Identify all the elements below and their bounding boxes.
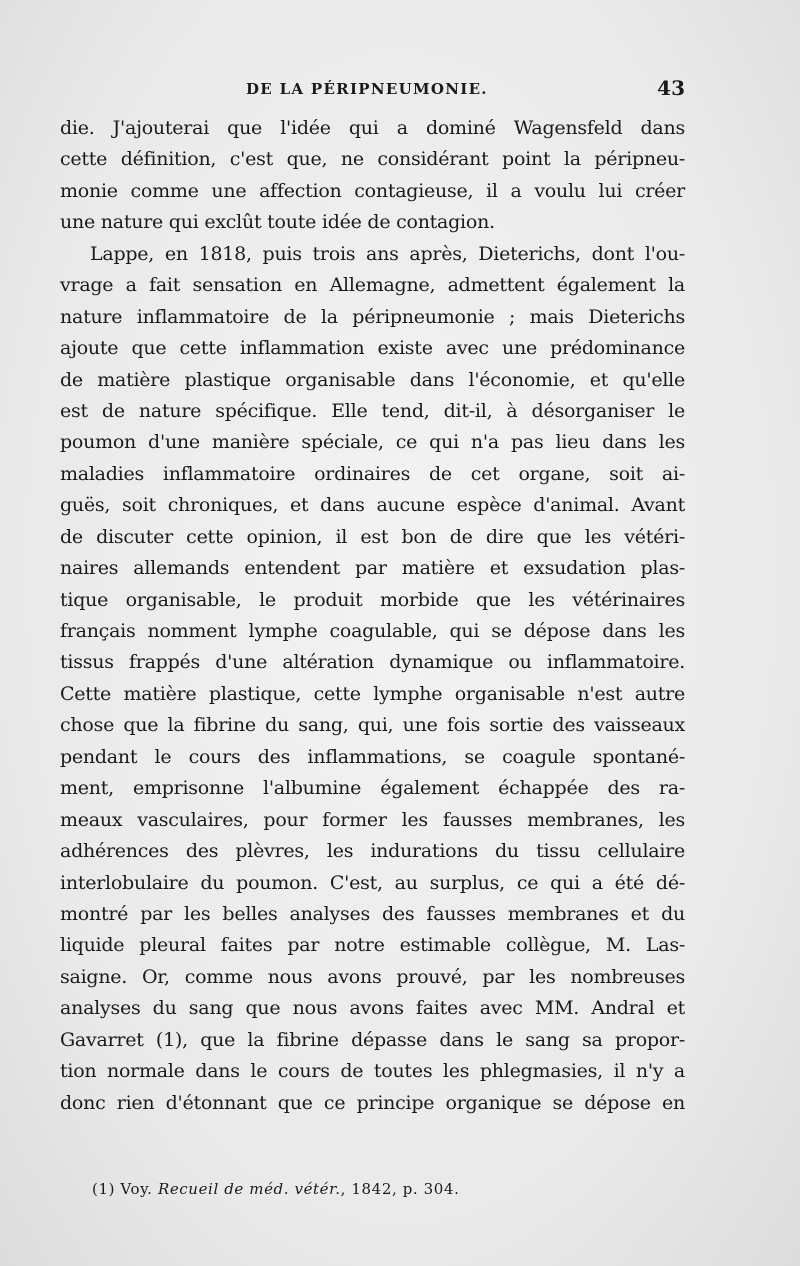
footnote-marker: (1) Voy. xyxy=(92,1180,153,1198)
running-title: DE LA PÉRIPNEUMONIE. xyxy=(246,80,488,98)
text-line: guës, soit chroniques, et dans aucune espèce d'animal. Avant xyxy=(60,494,685,517)
text-line: de matière plastique organisable dans l'économie, et qu'elle xyxy=(60,368,685,391)
text-line: meaux vasculaires, pour former les fausses membranes, les xyxy=(60,808,685,831)
text-line: une nature qui exclût toute idée de contagion. xyxy=(60,211,495,234)
text-line: montré par les belles analyses des fausses membranes et du xyxy=(60,902,685,925)
text-line: maladies inflammatoire ordinaires de cet organe, soit ai- xyxy=(60,462,685,485)
text-line: analyses du sang que nous avons faites avec MM. Andral et xyxy=(60,997,685,1020)
text-line: ment, emprisonne l'albumine également échappée des ra- xyxy=(60,777,685,800)
text-line: Cette matière plastique, cette lymphe organisable n'est autre xyxy=(60,682,685,705)
footnote-details: , 1842, p. 304. xyxy=(340,1180,460,1198)
text-line: vrage a fait sensation en Allemagne, admettent également la xyxy=(60,274,685,297)
text-line: monie comme une affection contagieuse, il a voulu lui créer xyxy=(60,179,685,202)
text-line: donc rien d'étonnant que ce principe organique se dépose en xyxy=(60,1091,685,1114)
footnote xyxy=(92,1180,459,1198)
text-line: naires allemands entendent par matière et exsudation plas- xyxy=(60,557,685,580)
text-line: chose que la fibrine du sang, qui, une fois sortie des vaisseaux xyxy=(60,714,685,737)
text-line: adhérences des plèvres, les indurations du tissu cellulaire xyxy=(60,840,685,863)
text-line: cette définition, c'est que, ne considérant point la péripneu- xyxy=(60,148,685,171)
footnote-source: Recueil de méd. vétér. xyxy=(157,1180,341,1198)
text-line: interlobulaire du poumon. C'est, au surplus, ce qui a été dé- xyxy=(60,871,685,894)
page-number: 43 xyxy=(657,76,685,100)
text-line: tissus frappés d'une altération dynamique ou inflammatoire. xyxy=(60,651,685,674)
text-line: ajoute que cette inflammation existe avec une prédominance xyxy=(60,337,685,360)
text-line: de discuter cette opinion, il est bon de dire que les vétéri- xyxy=(60,525,685,548)
text-line: saigne. Or, comme nous avons prouvé, par les nombreuses xyxy=(60,965,685,988)
text-line: français nomment lymphe coagulable, qui se dépose dans les xyxy=(60,620,685,642)
text-line: Lappe, en 1818, puis trois ans après, Dieterichs, dont l'ou- xyxy=(90,242,685,265)
body-text xyxy=(60,113,685,1119)
running-head xyxy=(60,76,685,102)
text-line: Gavarret (1), que la fibrine dépasse dans le sang sa propor- xyxy=(60,1028,685,1051)
text-line: liquide pleural faites par notre estimable collègue, M. Las- xyxy=(60,934,685,957)
text-line: tique organisable, le produit morbide que les vétérinaires xyxy=(60,588,685,611)
text-line: die. J'ajouterai que l'idée qui a dominé Wagensfeld dans xyxy=(60,117,685,139)
text-line: pendant le cours des inflammations, se coagule spontané- xyxy=(60,745,685,768)
text-line: tion normale dans le cours de toutes les phlegmasies, il n'y a xyxy=(60,1060,685,1083)
text-line: poumon d'une manière spéciale, ce qui n'a pas lieu dans les xyxy=(60,431,685,454)
text-line: nature inflammatoire de la péripneumonie ; mais Dieterichs xyxy=(60,305,685,328)
text-line: est de nature spécifique. Elle tend, dit-il, à désorganiser le xyxy=(60,399,685,422)
